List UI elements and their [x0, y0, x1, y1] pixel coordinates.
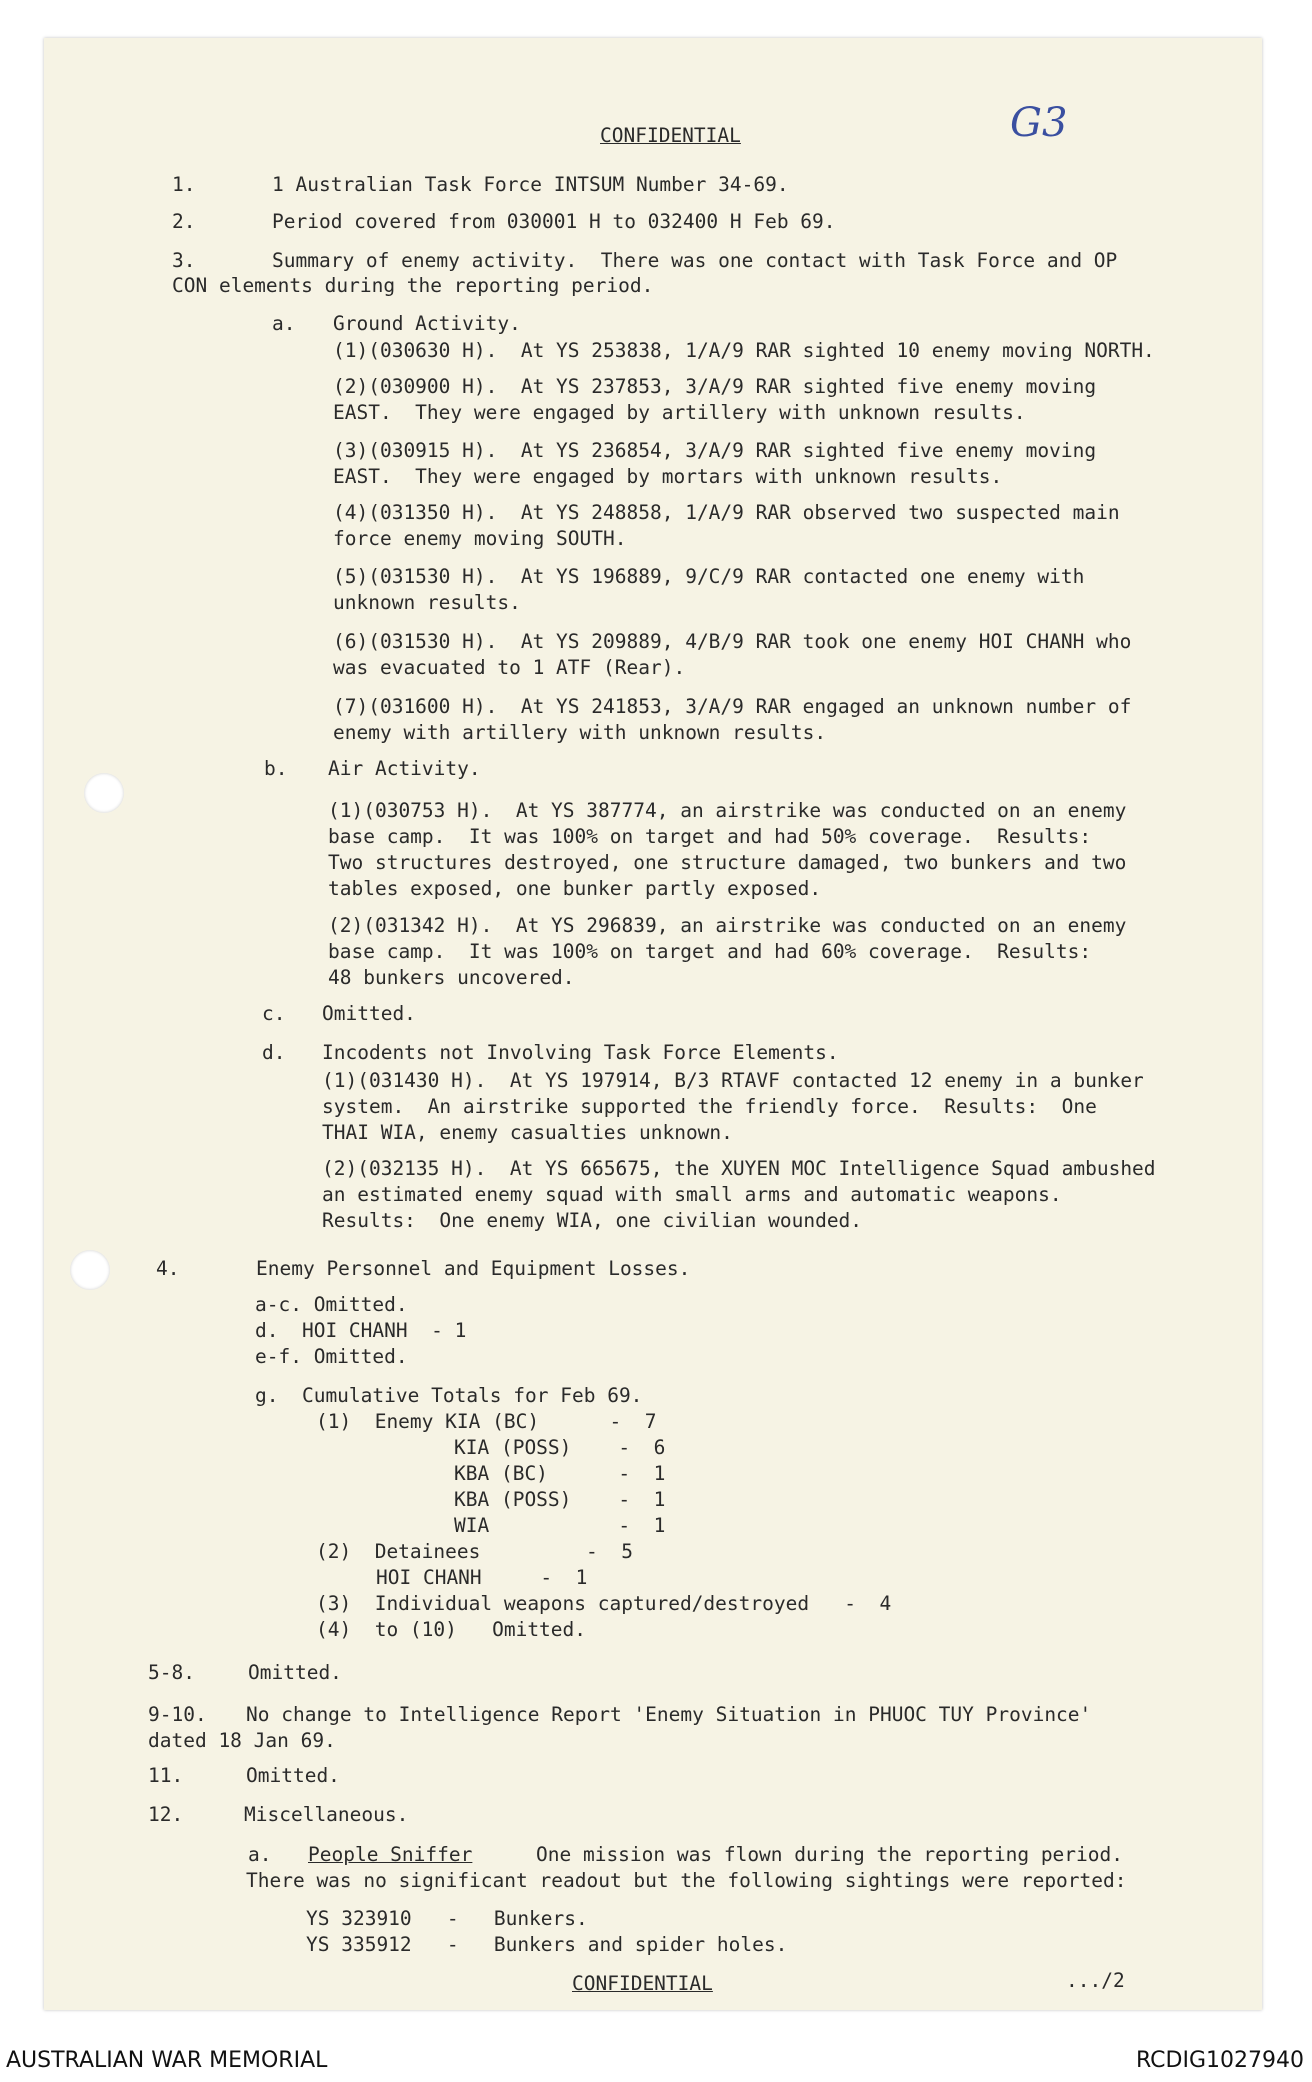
losses-g: g. Cumulative Totals for Feb 69. [255, 1384, 643, 1407]
para-5-8-number: 5-8. [148, 1661, 195, 1684]
incident-1a: (1)(031430 H). At YS 197914, B/3 RTAVF contacted 12 enemy in a bunker [322, 1069, 1144, 1092]
page-continuation: .../2 [1066, 1969, 1125, 1992]
misc-a-line-2: There was no significant readout but the following sightings were reported: [246, 1869, 1127, 1892]
air-item-1b: base camp. It was 100% on target and had 50% coverage. Results: [328, 825, 1092, 848]
archive-label-left: AUSTRALIAN WAR MEMORIAL [6, 2048, 328, 2073]
para-12-text: Miscellaneous. [244, 1803, 409, 1826]
total-row-3: KBA (BC) - 1 [454, 1462, 666, 1485]
ground-item-5a: (5)(031530 H). At YS 196889, 9/C/9 RAR contacted one enemy with [333, 565, 1085, 588]
para-12-number: 12. [148, 1803, 184, 1826]
incident-2b: an estimated enemy squad with small arms and automatic weapons. [322, 1183, 1062, 1206]
ground-item-7b: enemy with artillery with unknown results. [333, 721, 827, 744]
archive-id-right: RCDIG1027940 [1135, 2048, 1304, 2073]
handwritten-mark: G3 [1010, 100, 1068, 146]
losses-d: d. HOI CHANH - 1 [255, 1319, 467, 1342]
ground-item-6b: was evacuated to 1 ATF (Rear). [333, 656, 686, 679]
total-row-6: (2) Detainees - 5 [316, 1540, 633, 1563]
air-item-1a: (1)(030753 H). At YS 387774, an airstrike was conducted on an enemy [328, 799, 1127, 822]
ground-item-2a: (2)(030900 H). At YS 237853, 3/A/9 RAR sighted five enemy moving [333, 375, 1097, 398]
para-9-10-line-2: dated 18 Jan 69. [148, 1729, 336, 1752]
para-9-10-line-1: No change to Intelligence Report 'Enemy Situation in PHUOC TUY Province' [246, 1703, 1092, 1726]
para-1-text: 1 Australian Task Force INTSUM Number 34-69. [272, 173, 789, 196]
classification-header: CONFIDENTIAL [600, 124, 741, 147]
air-item-1d: tables exposed, one bunker partly exposed. [328, 877, 822, 900]
total-row-1: (1) Enemy KIA (BC) - 7 [316, 1410, 657, 1433]
incident-2c: Results: One enemy WIA, one civilian wounded. [322, 1209, 863, 1232]
sub-d-title: Incodents not Involving Task Force Elements. [322, 1041, 839, 1064]
total-row-9: (4) to (10) Omitted. [316, 1618, 587, 1641]
para-11-number: 11. [148, 1764, 184, 1787]
ground-item-4b: force enemy moving SOUTH. [333, 527, 627, 550]
total-row-2: KIA (POSS) - 6 [454, 1436, 666, 1459]
para-3-line-1: Summary of enemy activity. There was one contact with Task Force and OP [272, 249, 1118, 272]
sighting-1: YS 323910 - Bunkers. [306, 1907, 588, 1930]
para-3-line-2: CON elements during the reporting period. [172, 274, 654, 297]
para-4-title: Enemy Personnel and Equipment Losses. [256, 1257, 691, 1280]
ground-item-2b: EAST. They were engaged by artillery with unknown results. [333, 401, 1026, 424]
ground-item-5b: unknown results. [333, 591, 521, 614]
incident-1c: THAI WIA, enemy casualties unknown. [322, 1121, 733, 1144]
classification-footer: CONFIDENTIAL [572, 1972, 713, 1995]
misc-a-title: People Sniffer [308, 1843, 473, 1866]
misc-a-label: a. [248, 1843, 272, 1866]
para-3-number: 3. [172, 249, 196, 272]
punch-hole-lower [70, 1250, 110, 1290]
total-row-8: (3) Individual weapons captured/destroyed - 4 [316, 1592, 892, 1615]
sub-a-title: Ground Activity. [333, 312, 521, 335]
punch-hole-upper [84, 773, 124, 813]
losses-ef: e-f. Omitted. [255, 1345, 408, 1368]
para-1-number: 1. [172, 173, 196, 196]
total-row-4: KBA (POSS) - 1 [454, 1488, 666, 1511]
incident-1b: system. An airstrike supported the friendly force. Results: One [322, 1095, 1097, 1118]
ground-item-7a: (7)(031600 H). At YS 241853, 3/A/9 RAR engaged an unknown number of [333, 695, 1132, 718]
sub-c-text: Omitted. [322, 1002, 416, 1025]
sub-a-label: a. [272, 312, 296, 335]
total-row-5: WIA - 1 [454, 1514, 666, 1537]
ground-item-6a: (6)(031530 H). At YS 209889, 4/B/9 RAR took one enemy HOI CHANH who [333, 630, 1132, 653]
sighting-2: YS 335912 - Bunkers and spider holes. [306, 1933, 788, 1956]
para-4-number: 4. [156, 1257, 180, 1280]
sub-c-label: c. [262, 1002, 286, 1025]
losses-ac: a-c. Omitted. [255, 1293, 408, 1316]
ground-item-1: (1)(030630 H). At YS 253838, 1/A/9 RAR sighted 10 enemy moving NORTH. [333, 339, 1155, 362]
para-5-8-text: Omitted. [248, 1661, 342, 1684]
air-item-1c: Two structures destroyed, one structure damaged, two bunkers and two [328, 851, 1127, 874]
incident-2a: (2)(032135 H). At YS 665675, the XUYEN MOC Intelligence Squad ambushed [322, 1157, 1156, 1180]
para-9-10-number: 9-10. [148, 1703, 207, 1726]
total-row-7: HOI CHANH - 1 [376, 1566, 588, 1589]
ground-item-3b: EAST. They were engaged by mortars with unknown results. [333, 465, 1003, 488]
para-11-text: Omitted. [246, 1764, 340, 1787]
para-2-text: Period covered from 030001 H to 032400 H Feb 69. [272, 210, 836, 233]
air-item-2b: base camp. It was 100% on target and had 60% coverage. Results: [328, 940, 1092, 963]
sub-d-label: d. [262, 1041, 286, 1064]
misc-a-line-1: One mission was flown during the reporting period. [536, 1843, 1123, 1866]
sub-b-title: Air Activity. [328, 757, 481, 780]
ground-item-4a: (4)(031350 H). At YS 248858, 1/A/9 RAR observed two suspected main [333, 501, 1120, 524]
sub-b-label: b. [264, 757, 288, 780]
ground-item-3a: (3)(030915 H). At YS 236854, 3/A/9 RAR sighted five enemy moving [333, 439, 1097, 462]
air-item-2a: (2)(031342 H). At YS 296839, an airstrike was conducted on an enemy [328, 914, 1127, 937]
air-item-2c: 48 bunkers uncovered. [328, 966, 575, 989]
para-2-number: 2. [172, 210, 196, 233]
